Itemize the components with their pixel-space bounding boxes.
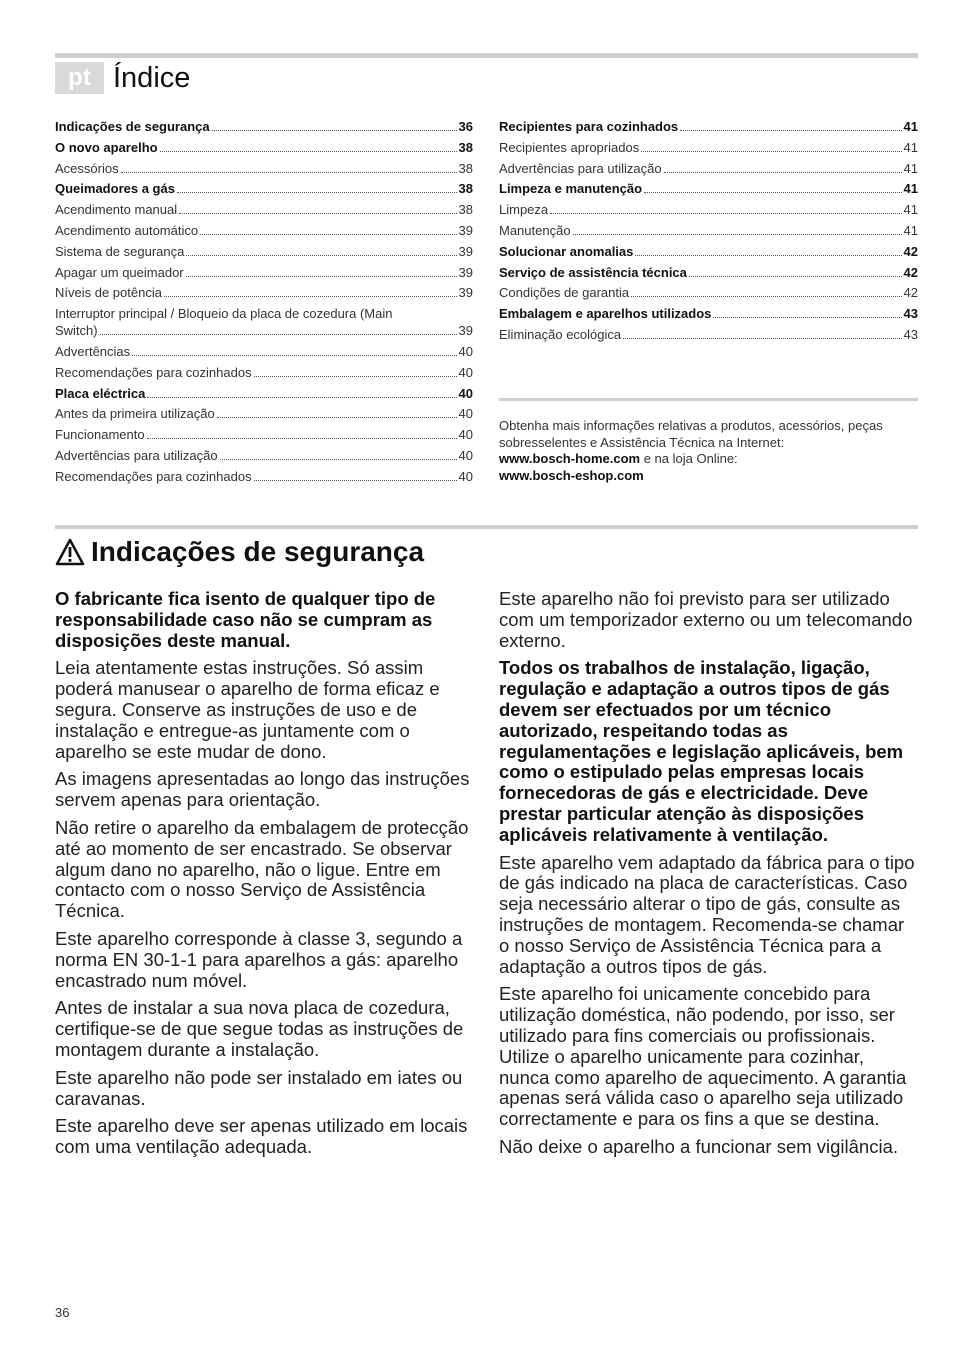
toc-page-number: 40 [458,468,473,484]
toc-leader-dots [680,130,901,131]
toc-page-number: 41 [903,222,918,238]
safety-right-column [499,589,918,1165]
toc-entry-label: Serviço de assistência técnica [499,264,687,280]
toc-leader-dots [220,459,457,460]
toc-entry[interactable] [55,362,473,383]
toc-left-column [55,116,473,487]
toc-page-number: 36 [458,119,473,134]
toc-page-number: 40 [458,406,473,422]
page-number: 36 [55,1305,70,1320]
toc-entry[interactable] [499,241,918,262]
toc-page-number: 42 [903,285,918,301]
toc-entry[interactable] [55,178,473,199]
toc-leader-dots [147,438,457,439]
toc-page-number: 41 [903,160,918,176]
toc-entry-label-cont: Switch) [55,323,98,339]
safety-paragraph: Não retire o aparelho da embalagem de protecção até ao momento de ser encastrado. Se observar algum dano no aparelho, não o ligue. Entre em contacto com o nosso Serviço de Assistência Técnica. [55,816,469,922]
toc-leader-dots [644,192,901,193]
toc-entry-label: Recipientes para cozinhados [499,119,679,134]
toc-leader-dots [100,334,457,335]
toc-entry[interactable] [55,220,473,241]
toc-entry[interactable] [499,282,918,303]
toc-leader-dots [147,397,456,398]
toc-entry-label: Níveis de potência [55,285,162,301]
toc-entry-label: Indicações de segurança [55,119,210,134]
toc-entry[interactable] [55,383,473,404]
toc-leader-dots [254,480,457,481]
toc-entry-label: Limpeza e manutenção [499,181,643,197]
safety-paragraph: Este aparelho foi unicamente concebido para utilização doméstica, não podendo, por isso, ser utilizado para fins comerciais ou profissionais. Utilize o aparelho unicamente para cozinhar, nunca como aparelho de aquecimento. A garantia apenas será válida caso o aparelho seja utilizado correctamente e para os fins a que se destina. [499,983,907,1130]
toc-leader-dots [186,276,457,277]
toc-entry[interactable] [499,137,918,158]
toc-entry[interactable] [55,445,473,466]
safety-heading [55,532,424,572]
toc-page-number: 42 [903,264,918,280]
toc-leader-dots [573,234,902,235]
toc-entry-label: Placa eléctrica [55,385,146,401]
toc-entry-label: Advertências para utilização [499,160,662,176]
safety-left-column [55,589,473,1165]
safety-notice-bold: O fabricante fica isento de qualquer tipo de responsabilidade caso não se cumpram as disposições deste manual. [55,588,436,651]
toc-page-number: 39 [458,243,473,259]
toc-page-number: 38 [458,160,473,176]
toc-entry[interactable] [55,262,473,283]
toc-page-number: 41 [903,139,918,155]
toc-entry-label: Recomendações para cozinhados [55,468,252,484]
toc-page-number: 38 [458,181,473,197]
toc-leader-dots [635,255,901,256]
info-text: Obtenha mais informações relativas a produtos, acessórios, peças sobresselentes e Assistência Técnica na Internet: [499,418,883,450]
toc-leader-dots [631,296,901,297]
toc-page-number: 40 [458,427,473,443]
toc-right-column [499,116,918,345]
warning-icon [55,538,85,566]
safety-paragraph: Leia atentamente estas instruções. Só assim poderá manusear o aparelho de forma eficaz e segura. Conserve as instruções de uso e de instalação e entregue-as juntamente com o aparelho se este mudar de dono. [55,657,440,762]
bosch-eshop-link[interactable]: www.bosch-eshop.com [499,467,644,483]
toc-leader-dots [177,192,457,193]
toc-entry-label: Acendimento automático [55,222,199,238]
safety-paragraph: Este aparelho não pode ser instalado em iates ou caravanas. [55,1066,463,1109]
toc-page-number: 38 [458,139,473,155]
safety-paragraph: Este aparelho deve ser apenas utilizado em locais com uma ventilação adequada. [55,1115,468,1158]
online-info [499,418,918,484]
safety-paragraph: Este aparelho vem adaptado da fábrica para o tipo de gás indicado na placa de características. Caso seja necessário alterar o tipo de gás, consulte as instruções de montagem. Recomenda-se chamar o nosso Serviço de Assistência Técnica para a adaptação a outros tipos de gás. [499,851,915,977]
toc-page-number: 39 [458,264,473,280]
safety-paragraph: As imagens apresentadas ao longo das instruções servem apenas para orientação. [55,768,470,811]
safety-paragraph: Este aparelho não foi previsto para ser utilizado com um temporizador externo ou um telecomando externo. [499,588,913,651]
toc-entry-label: Recipientes apropriados [499,139,640,155]
toc-entry[interactable] [499,158,918,179]
toc-entry[interactable] [499,220,918,241]
toc-leader-dots [121,172,457,173]
toc-entry[interactable] [499,178,918,199]
toc-entry-label: Funcionamento [55,427,145,443]
toc-leader-dots [664,172,902,173]
toc-page-number: 38 [458,202,473,218]
toc-entry[interactable] [55,158,473,179]
toc-leader-dots [713,317,901,318]
toc-page-number: 42 [903,243,918,259]
toc-entry-label: Embalagem e aparelhos utilizados [499,306,712,322]
toc-leader-dots [164,296,457,297]
toc-page-number: 40 [458,364,473,380]
toc-page-number: 40 [458,447,473,463]
safety-paragraph: Antes de instalar a sua nova placa de cozedura, certifique-se de que segue todas as instruções de montagem durante a instalação. [55,997,464,1060]
toc-entry[interactable] [55,199,473,220]
toc-page-number: 43 [903,306,918,322]
info-rule [499,398,918,401]
section-rule [55,525,918,529]
toc-entry-label: Eliminação ecológica [499,326,622,342]
toc-page-number: 39 [458,285,473,301]
toc-page-number: 41 [903,181,918,197]
safety-paragraph: Este aparelho corresponde à classe 3, segundo a norma EN 30-1-1 para aparelhos a gás: aparelho encastrado num móvel. [55,927,463,991]
toc-entry[interactable] [55,424,473,445]
toc-entry[interactable] [499,303,918,324]
toc-entry-label: Advertências [55,343,131,359]
bosch-home-link[interactable]: www.bosch-home.com [499,451,641,466]
toc-entry[interactable] [55,341,473,362]
toc-page-number: 40 [458,385,473,401]
toc-leader-dots [179,213,456,214]
toc-leader-dots [160,151,457,152]
toc-entry-label: Antes da primeira utilização [55,406,215,422]
toc-leader-dots [689,276,902,277]
toc-entry[interactable] [55,282,473,303]
toc-entry[interactable] [55,303,473,341]
toc-entry-label: Solucionar anomalias [499,243,634,259]
toc-leader-dots [641,151,901,152]
toc-entry-label: O novo aparelho [55,139,158,155]
toc-entry-label: Interruptor principal / Bloqueio da placa de cozedura (Main [55,306,393,322]
toc-leader-dots [623,338,901,339]
toc-leader-dots [200,234,456,235]
toc-page-number: 43 [903,326,918,342]
toc-entry-label: Recomendações para cozinhados [55,364,252,380]
toc-title: Índice [113,62,191,94]
toc-entry[interactable] [499,262,918,283]
toc-entry-label: Acendimento manual [55,202,178,218]
toc-leader-dots [550,213,901,214]
toc-entry-label: Acessórios [55,160,119,176]
toc-entry[interactable] [55,137,473,158]
safety-heading-text: Indicações de segurança [91,536,425,567]
toc-page-number: 40 [458,343,473,359]
toc-entry[interactable] [55,116,473,137]
toc-leader-dots [212,130,457,131]
toc-entry-label: Queimadores a gás [55,181,175,197]
safety-notice-bold: Todos os trabalhos de instalação, ligação, regulação e adaptação a outros tipos de gás devem ser efectuados por um técnico autorizado, respeitando todas as regulamentações e legislação aplicáveis, bem como o estipulado pelas empresas locais fornecedoras de gás e electricidade. Deve prestar particular atenção às disposições aplicáveis relativamente à ventilação. [499,657,904,845]
toc-leader-dots [254,376,457,377]
toc-entry[interactable] [55,403,473,424]
toc-entry[interactable] [55,241,473,262]
toc-page-number: 39 [458,222,473,238]
toc-leader-dots [217,417,457,418]
toc-entry[interactable] [499,199,918,220]
language-badge: pt [55,62,104,94]
toc-entry[interactable] [55,466,473,487]
toc-leader-dots [186,255,456,256]
toc-entry-label: Manutenção [499,222,571,238]
toc-entry-label: Advertências para utilização [55,447,218,463]
toc-page-number: 39 [458,323,473,339]
safety-paragraph: Não deixe o aparelho a funcionar sem vigilância. [499,1135,899,1157]
toc-entry-label: Apagar um queimador [55,264,184,280]
toc-entry-label: Sistema de segurança [55,243,185,259]
toc-page-number: 41 [903,119,918,134]
info-mid-text: e na loja Online: [640,451,738,466]
toc-entry[interactable] [499,116,918,137]
toc-entry-label: Limpeza [499,202,549,218]
toc-entry[interactable] [499,324,918,345]
toc-page-number: 41 [903,202,918,218]
toc-leader-dots [132,355,456,356]
toc-entry-label: Condições de garantia [499,285,630,301]
